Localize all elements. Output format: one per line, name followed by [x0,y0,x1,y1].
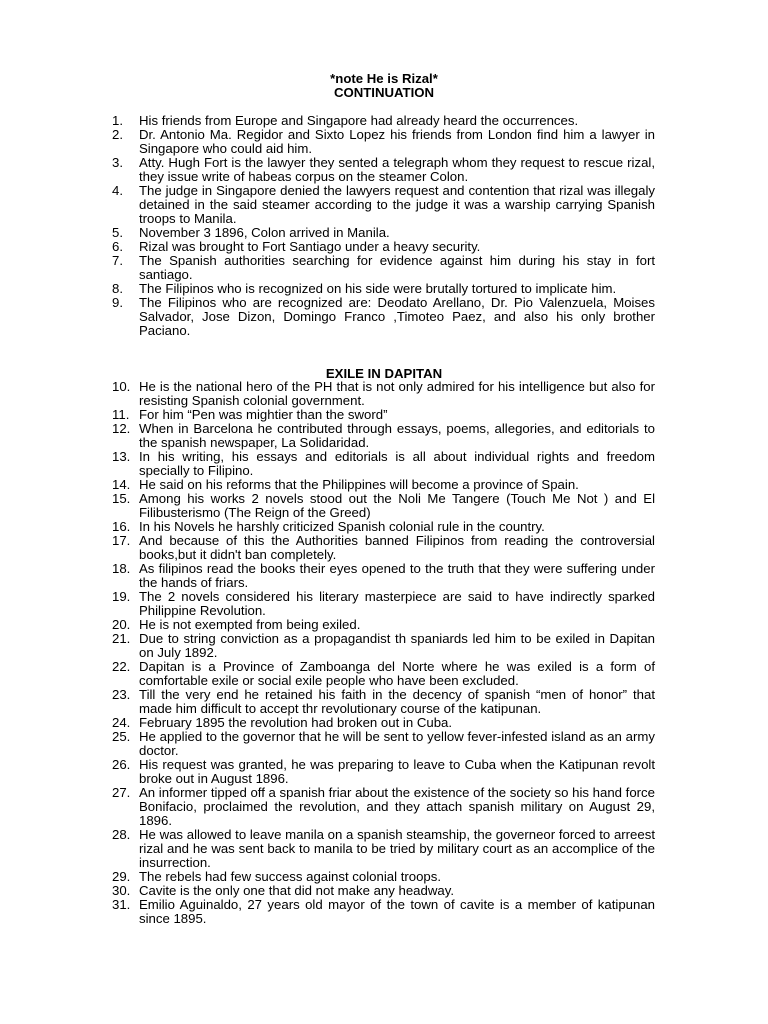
item-number: 2. [112,127,123,142]
list-item [112,716,655,730]
item-number: 5. [112,225,123,240]
item-text: He said on his reforms that the Philippines will become a province of Spain. [139,477,579,492]
continuation-list [112,114,655,338]
list-item [112,296,655,338]
list-item [112,408,655,422]
exile-list [112,380,655,926]
item-number: 10. [112,379,131,394]
list-item [112,758,655,786]
list-item [112,422,655,450]
item-text: In his Novels he harshly criticized Spanish colonial rule in the country. [139,519,545,534]
item-text: When in Barcelona he contributed through essays, poems, allegories, and editorials to the spanish newspaper, La Solidaridad. [139,421,655,450]
item-number: 21. [112,631,131,646]
item-number: 16. [112,519,131,534]
item-number: 4. [112,183,123,198]
item-text: The 2 novels considered his literary masterpiece are said to have indirectly sparked Philippine Revolution. [139,589,655,618]
item-number: 18. [112,561,131,576]
item-text: Dr. Antonio Ma. Regidor and Sixto Lopez his friends from London find him a lawyer in Singapore who could aid him. [139,127,655,156]
item-text: Dapitan is a Province of Zamboanga del Norte where he was exiled is a form of comfortable exile or social exile people who have been excluded. [139,659,655,688]
item-number: 1. [112,113,123,128]
item-number: 24. [112,715,131,730]
item-text: Emilio Aguinaldo, 27 years old mayor of the town of cavite is a member of katipunan since 1895. [139,897,655,926]
item-text: Till the very end he retained his faith in the decency of spanish “men of honor” that made him difficult to accept thr revolutionary course of the katipunan. [139,687,655,716]
exile-section-title: EXILE IN DAPITAN [325,366,443,381]
item-number: 22. [112,659,131,674]
item-number: 25. [112,729,131,744]
item-number: 9. [112,295,123,310]
item-number: 28. [112,827,131,842]
item-number: 11. [112,407,130,422]
item-text: Cavite is the only one that did not make any headway. [139,883,454,898]
item-text: Among his works 2 novels stood out the Noli Me Tangere (Touch Me Not ) and El Filibusterismo (The Reign of the Greed) [139,491,655,520]
item-text: He was allowed to leave manila on a spanish steamship, the governeor forced to arreest rizal and he was sent back to manila to be tried by military court as an accomplice of the insurrection. [139,827,655,870]
item-text: He is the national hero of the PH that is not only admired for his intelligence but also for resisting Spanish colonial government. [139,379,655,408]
list-item [112,632,655,660]
list-item [112,128,655,156]
item-text: An informer tipped off a spanish friar about the existence of the society so his hand force Bonifacio, proclaimed the revolution, and they attach spanish military on August 29, 1896. [139,785,655,828]
list-item [112,282,655,296]
item-number: 27. [112,785,131,800]
item-number: 23. [112,687,131,702]
item-text: As filipinos read the books their eyes opened to the truth that they were suffering under the hands of friars. [139,561,655,590]
list-item [112,520,655,534]
item-text: The judge in Singapore denied the lawyers request and contention that rizal was illegaly detained in the said steamer according to the judge it was a warship carrying Spanish troops to Manila. [139,183,655,226]
list-item [112,534,655,562]
list-item [112,730,655,758]
continuation-title: CONTINUATION [333,85,435,100]
list-item [112,492,655,520]
item-text: His friends from Europe and Singapore had already heard the occurrences. [139,113,579,128]
item-text: In his writing, his essays and editorials is all about individual rights and freedom specially to Filipino. [139,449,655,478]
list-item [112,184,655,226]
item-number: 29. [112,869,131,884]
list-item [112,478,655,492]
item-number: 19. [112,589,131,604]
list-item [112,450,655,478]
list-item [112,660,655,688]
item-text: The Filipinos who is recognized on his side were brutally tortured to implicate him. [139,281,617,296]
item-text: November 3 1896, Colon arrived in Manila. [139,225,390,240]
list-item [112,618,655,632]
item-text: The Spanish authorities searching for evidence against him during his stay in fort santiago. [139,253,655,282]
item-text: Due to string conviction as a propagandist th spaniards led him to be exiled in Dapitan on July 1892. [139,631,655,660]
item-text: His request was granted, he was preparing to leave to Cuba when the Katipunan revolt broke out in August 1896. [139,757,655,786]
item-number: 15. [112,491,131,506]
item-number: 3. [112,155,123,170]
list-item [112,114,655,128]
list-item [112,380,655,408]
list-item [112,828,655,870]
list-item [112,240,655,254]
item-number: 26. [112,757,131,772]
list-item [112,884,655,898]
list-item [112,226,655,240]
list-item [112,870,655,884]
item-number: 6. [112,239,123,254]
item-number: 20. [112,617,131,632]
item-text: He is not exempted from being exiled. [139,617,361,632]
list-item [112,562,655,590]
item-number: 30. [112,883,131,898]
list-item [112,254,655,282]
item-text: Rizal was brought to Fort Santiago under a heavy security. [139,239,481,254]
item-text: The Filipinos who are recognized are: Deodato Arellano, Dr. Pio Valenzuela, Moises Salvador, Jose Dizon, Domingo Franco ,Timoteo Paez, and also his only brother Paciano. [139,295,655,338]
note-title: *note He is Rizal* [330,71,438,86]
item-text: For him “Pen was mightier than the sword” [139,407,388,422]
item-text: He applied to the governor that he will be sent to yellow fever-infested island as an army doctor. [139,729,655,758]
item-number: 17. [112,533,131,548]
item-number: 31. [112,897,131,912]
item-number: 7. [112,253,123,268]
item-text: February 1895 the revolution had broken out in Cuba. [139,715,453,730]
list-item [112,786,655,828]
item-text: And because of this the Authorities banned Filipinos from reading the controversial books,but it didn't ban completely. [139,533,655,562]
list-item [112,688,655,716]
list-item [112,156,655,184]
item-number: 14. [112,477,131,492]
document-header [0,72,768,100]
item-number: 8. [112,281,123,296]
item-number: 12. [112,421,131,436]
item-text: The rebels had few success against colonial troops. [139,869,442,884]
item-number: 13. [112,449,131,464]
list-item [112,590,655,618]
item-text: Atty. Hugh Fort is the lawyer they sented a telegraph whom they request to rescue rizal, they issue write of habeas corpus on the steamer Colon. [139,155,655,184]
list-item [112,898,655,926]
